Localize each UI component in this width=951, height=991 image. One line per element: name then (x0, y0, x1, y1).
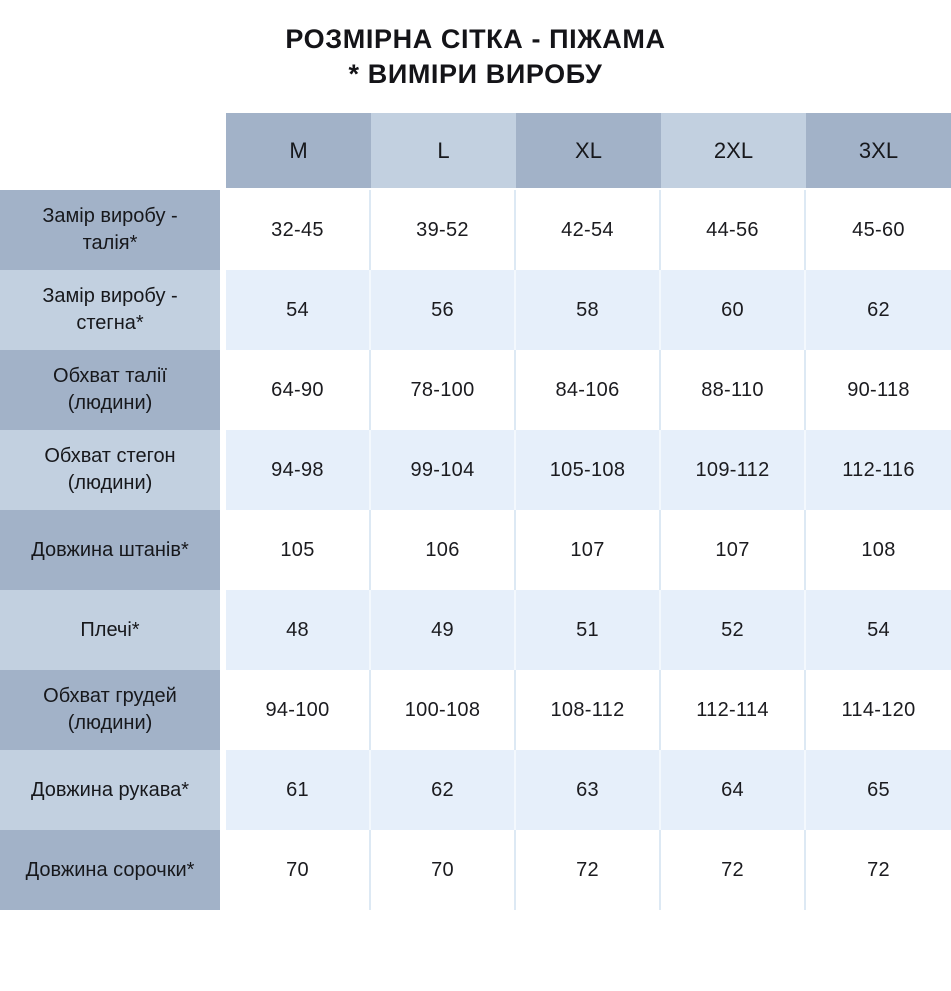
size-value: 107 (516, 510, 661, 590)
size-value: 114-120 (806, 670, 951, 750)
column-header-m: M (226, 113, 371, 188)
size-value: 64 (661, 750, 806, 830)
row-label: Плечі* (0, 590, 220, 670)
size-value: 108 (806, 510, 951, 590)
page-title (0, 0, 951, 113)
size-value: 61 (226, 750, 371, 830)
page-title-line-1: РОЗМІРНА СІТКА - ПІЖАМА (285, 23, 666, 54)
size-value: 106 (371, 510, 516, 590)
size-value: 48 (226, 590, 371, 670)
row-label: Довжина рукава* (0, 750, 220, 830)
corner-spacer (0, 113, 226, 188)
size-value: 112-114 (661, 670, 806, 750)
size-value: 99-104 (371, 430, 516, 510)
size-value: 62 (806, 270, 951, 350)
size-value: 32-45 (226, 190, 371, 270)
size-value: 105-108 (516, 430, 661, 510)
row-label: Довжина штанів* (0, 510, 220, 590)
size-value: 45-60 (806, 190, 951, 270)
size-value: 112-116 (806, 430, 951, 510)
size-chart-table (0, 113, 951, 910)
row-label: Обхват грудей (людини) (0, 670, 220, 750)
page-title-line-2: * ВИМІРИ ВИРОБУ (348, 59, 603, 89)
size-value: 105 (226, 510, 371, 590)
size-value: 88-110 (661, 350, 806, 430)
size-value: 78-100 (371, 350, 516, 430)
size-value: 49 (371, 590, 516, 670)
size-value: 72 (806, 830, 951, 910)
size-value: 58 (516, 270, 661, 350)
size-value: 60 (661, 270, 806, 350)
size-value: 94-98 (226, 430, 371, 510)
size-value: 51 (516, 590, 661, 670)
size-value: 94-100 (226, 670, 371, 750)
size-value: 72 (516, 830, 661, 910)
column-header-2xl: 2XL (661, 113, 806, 188)
size-value: 39-52 (371, 190, 516, 270)
size-value: 62 (371, 750, 516, 830)
column-header-l: L (371, 113, 516, 188)
row-label: Обхват стегон (людини) (0, 430, 220, 510)
size-value: 64-90 (226, 350, 371, 430)
size-value: 56 (371, 270, 516, 350)
size-value: 109-112 (661, 430, 806, 510)
size-value: 54 (226, 270, 371, 350)
size-value: 52 (661, 590, 806, 670)
size-value: 107 (661, 510, 806, 590)
size-value: 90-118 (806, 350, 951, 430)
column-header-xl: XL (516, 113, 661, 188)
row-label: Довжина сорочки* (0, 830, 220, 910)
row-label: Обхват талії (людини) (0, 350, 220, 430)
size-value: 42-54 (516, 190, 661, 270)
size-value: 72 (661, 830, 806, 910)
row-label: Замір виробу - талія* (0, 190, 220, 270)
row-label: Замір виробу - стегна* (0, 270, 220, 350)
size-value: 65 (806, 750, 951, 830)
size-value: 63 (516, 750, 661, 830)
column-header-3xl: 3XL (806, 113, 951, 188)
size-value: 84-106 (516, 350, 661, 430)
size-value: 44-56 (661, 190, 806, 270)
size-value: 54 (806, 590, 951, 670)
size-value: 100-108 (371, 670, 516, 750)
size-value: 70 (371, 830, 516, 910)
size-value: 108-112 (516, 670, 661, 750)
size-value: 70 (226, 830, 371, 910)
